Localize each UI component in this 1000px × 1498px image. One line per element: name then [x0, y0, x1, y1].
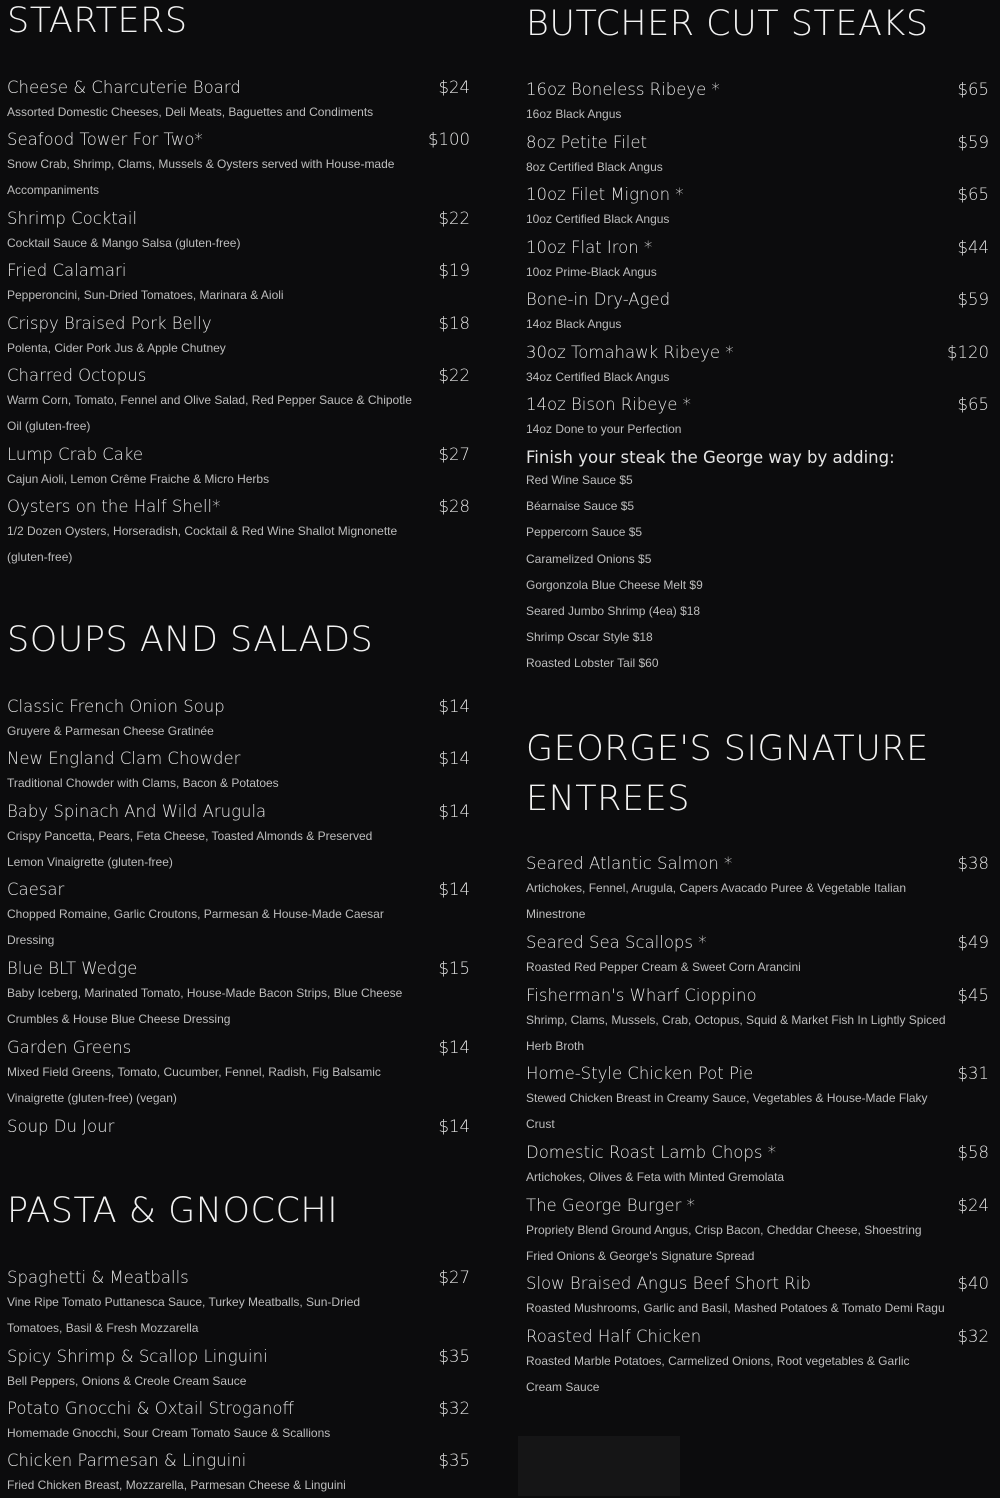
menu-item-price: $65 [957, 80, 989, 99]
menu-item [7, 128, 470, 203]
menu-item [526, 984, 989, 1059]
menu-item-row [526, 1062, 989, 1085]
menu-item-row [7, 259, 470, 282]
footer-shadow [518, 1436, 680, 1496]
menu-item-row [526, 1325, 989, 1348]
menu-item-description: Fried Chicken Breast, Mozzarella, Parmesan Cheese & Linguini [7, 1478, 346, 1492]
menu-item-description: Crispy Pancetta, Pears, Feta Cheese, Toasted Almonds & Preserved Lemon Vinaigrette (gluten-free) [7, 829, 373, 869]
addon-item: Gorgonzola Blue Cheese Melt $9 [526, 577, 703, 592]
menu-item-name: 10oz Filet Mignon * [526, 185, 684, 204]
menu-item [7, 1449, 470, 1498]
menu-item-row [7, 76, 470, 99]
menu-item-row [7, 695, 470, 718]
section-title: SOUPS AND SALADS [7, 620, 374, 660]
menu-item-row [526, 1272, 989, 1295]
menu-item-description: Artichokes, Fennel, Arugula, Capers Avacado Puree & Vegetable Italian Minestrone [526, 881, 907, 921]
addon-item: Peppercorn Sauce $5 [526, 525, 643, 540]
menu-item-description: 14oz Done to your Perfection [526, 422, 682, 436]
menu-item-name: Seared Atlantic Salmon * [526, 854, 733, 873]
menu-item-row [526, 341, 989, 364]
menu-item-description: Chopped Romaine, Garlic Croutons, Parmesan & House-Made Caesar Dressing [7, 907, 384, 947]
menu-item-description: Assorted Domestic Cheeses, Deli Meats, Baguettes and Condiments [7, 105, 374, 119]
menu-item-name: 16oz Boneless Ribeye * [526, 80, 720, 99]
menu-item-row [7, 957, 470, 980]
menu-item [7, 695, 470, 744]
menu-item-description: 34oz Certified Black Angus [526, 370, 670, 384]
menu-item-price: $24 [438, 78, 470, 97]
menu-item-description: Vine Ripe Tomato Puttanesca Sauce, Turkey Meatballs, Sun-Dried Tomatoes, Basil & Fresh Mozzarella [7, 1295, 361, 1335]
menu-item-description: Snow Crab, Shrimp, Clams, Mussels & Oysters served with House-made Accompaniments [7, 157, 395, 197]
menu-item-price: $22 [438, 366, 470, 385]
menu-item [7, 1036, 470, 1111]
menu-item [7, 1345, 470, 1394]
menu-item-name: Home-Style Chicken Pot Pie [526, 1064, 754, 1083]
menu-item-description: Gruyere & Parmesan Cheese Gratinée [7, 724, 214, 738]
menu-item [526, 341, 989, 390]
menu-item-description: 14oz Black Angus [526, 317, 622, 331]
menu-item-name: Fried Calamari [7, 261, 127, 280]
menu-item-name: Chicken Parmesan & Linguini [7, 1451, 247, 1470]
menu-item-price: $27 [438, 445, 470, 464]
menu-item-row [7, 128, 470, 151]
menu-item-price: $59 [957, 133, 989, 152]
menu-item [7, 443, 470, 492]
menu-item-row [7, 1266, 470, 1289]
addon-item: Shrimp Oscar Style $18 [526, 630, 653, 645]
menu-item-price: $14 [438, 749, 470, 768]
menu-item-description: Baby Iceberg, Marinated Tomato, House-Made Bacon Strips, Blue Cheese Crumbles & House Blue Cheese Dressing [7, 986, 403, 1026]
menu-item-name: Blue BLT Wedge [7, 959, 138, 978]
menu-item-description: Stewed Chicken Breast in Creamy Sauce, Vegetables & House-Made Flaky Crust [526, 1091, 928, 1131]
menu-item-name: Slow Braised Angus Beef Short Rib [526, 1274, 811, 1293]
menu-item-description: 8oz Certified Black Angus [526, 160, 663, 174]
menu-item-price: $59 [957, 290, 989, 309]
menu-item [7, 495, 470, 570]
menu-item [7, 364, 470, 439]
menu-item [526, 1194, 989, 1269]
menu-item-name: 30oz Tomahawk Ribeye * [526, 343, 734, 362]
menu-item-name: The George Burger * [526, 1196, 695, 1215]
menu-item-name: Spaghetti & Meatballs [7, 1268, 189, 1287]
menu-item-row [526, 183, 989, 206]
menu-item-row [7, 1115, 470, 1138]
menu-item-price: $22 [438, 209, 470, 228]
menu-item-row [526, 1141, 989, 1164]
addons-title: Finish your steak the George way by adding: [526, 448, 895, 467]
menu-item-row [526, 236, 989, 259]
menu-item-row [526, 852, 989, 875]
menu-item-name: Baby Spinach And Wild Arugula [7, 802, 267, 821]
menu-item-price: $31 [957, 1064, 989, 1083]
menu-item-name: Domestic Roast Lamb Chops * [526, 1143, 776, 1162]
addon-item: Red Wine Sauce $5 [526, 473, 633, 487]
menu-item-description: Roasted Marble Potatoes, Carmelized Onions, Root vegetables & Garlic Cream Sauce [526, 1354, 910, 1394]
menu-item [526, 393, 989, 442]
menu-item-price: $18 [438, 314, 470, 333]
menu-item-price: $14 [438, 1038, 470, 1057]
menu-item-price: $44 [957, 238, 989, 257]
menu-item-name: Soup Du Jour [7, 1117, 115, 1136]
menu-item [526, 183, 989, 232]
menu-item-price: $28 [438, 497, 470, 516]
menu-item-description: Bell Peppers, Onions & Creole Cream Sauce [7, 1374, 247, 1388]
menu-item-name: Garden Greens [7, 1038, 132, 1057]
section-title: GEORGE'S SIGNATURE ENTREES [526, 729, 929, 819]
menu-item-row [7, 878, 470, 901]
menu-item-name: Fisherman's Wharf Cioppino [526, 986, 757, 1005]
menu-item-row [7, 443, 470, 466]
menu-item-price: $32 [438, 1399, 470, 1418]
menu-item [7, 1266, 470, 1341]
menu-item-description: 16oz Black Angus [526, 107, 622, 121]
menu-item-description: Homemade Gnocchi, Sour Cream Tomato Sauce & Scallions [7, 1426, 331, 1440]
menu-item-price: $49 [957, 933, 989, 952]
menu-item [526, 1325, 989, 1400]
menu-item-description: Pepperoncini, Sun-Dried Tomatoes, Marinara & Aioli [7, 288, 284, 302]
menu-item-price: $14 [438, 1117, 470, 1136]
menu-item-row [7, 495, 470, 518]
menu-item-row [7, 800, 470, 823]
menu-item-price: $65 [957, 395, 989, 414]
menu-item-row [7, 312, 470, 335]
menu-item [7, 800, 470, 875]
menu-item-price: $35 [438, 1451, 470, 1470]
menu-item [526, 236, 989, 285]
menu-item [7, 259, 470, 308]
menu-item-price: $45 [957, 986, 989, 1005]
menu-item-name: 8oz Petite Filet [526, 133, 648, 152]
menu-item-name: Cheese & Charcuterie Board [7, 78, 241, 97]
menu-item-row [7, 1036, 470, 1059]
menu-item-description: Cajun Aioli, Lemon Crême Fraiche & Micro Herbs [7, 472, 270, 486]
menu-item-price: $65 [957, 185, 989, 204]
menu-item-name: Classic French Onion Soup [7, 697, 225, 716]
menu-item [526, 931, 989, 980]
menu-item-price: $14 [438, 880, 470, 899]
menu-item-name: Seared Sea Scallops * [526, 933, 707, 952]
menu-item-row [7, 364, 470, 387]
menu-item-name: Lump Crab Cake [7, 445, 144, 464]
section-title: BUTCHER CUT STEAKS [526, 4, 929, 44]
menu-item-description: Propriety Blend Ground Angus, Crisp Bacon, Cheddar Cheese, Shoestring Fried Onions & George's Signature Spread [526, 1223, 922, 1263]
menu-item-price: $27 [438, 1268, 470, 1287]
menu-item-price: $40 [957, 1274, 989, 1293]
menu-item-price: $24 [957, 1196, 989, 1215]
menu-item-price: $32 [957, 1327, 989, 1346]
addon-item: Béarnaise Sauce $5 [526, 499, 635, 514]
menu-item-price: $100 [428, 130, 470, 149]
menu-item-name: Charred Octopus [7, 366, 147, 385]
menu-item-name: 14oz Bison Ribeye * [526, 395, 691, 414]
menu-item-price: $19 [438, 261, 470, 280]
menu-item-description: Polenta, Cider Pork Jus & Apple Chutney [7, 341, 226, 355]
menu-item [526, 1141, 989, 1190]
menu-item-name: Potato Gnocchi & Oxtail Stroganoff [7, 1399, 294, 1418]
menu-item-name: Oysters on the Half Shell* [7, 497, 221, 516]
menu-item-description: Roasted Red Pepper Cream & Sweet Corn Arancini [526, 960, 801, 974]
addon-item: Roasted Lobster Tail $60 [526, 656, 659, 671]
menu-item-row [526, 131, 989, 154]
menu-item [7, 878, 470, 953]
menu-item [526, 1062, 989, 1137]
section-title: PASTA & GNOCCHI [7, 1191, 339, 1231]
menu-item-description: Traditional Chowder with Clams, Bacon & Potatoes [7, 776, 279, 790]
menu-item [7, 312, 470, 361]
menu-item-description: Cocktail Sauce & Mango Salsa (gluten-free) [7, 236, 241, 250]
menu-item-name: Bone-in Dry-Aged [526, 290, 671, 309]
menu-item-row [526, 393, 989, 416]
menu-item [7, 1115, 470, 1138]
menu-item-name: Shrimp Cocktail [7, 209, 138, 228]
menu-item [526, 852, 989, 927]
menu-item-row [7, 1449, 470, 1472]
addon-item: Seared Jumbo Shrimp (4ea) $18 [526, 604, 701, 619]
menu-item [7, 747, 470, 796]
menu-item-price: $58 [957, 1143, 989, 1162]
menu-item-name: Seafood Tower For Two* [7, 130, 203, 149]
menu-item-description: Warm Corn, Tomato, Fennel and Olive Salad, Red Pepper Sauce & Chipotle Oil (gluten-free) [7, 393, 412, 433]
menu-item-price: $35 [438, 1347, 470, 1366]
menu-item-row [526, 984, 989, 1007]
addon-item: Caramelized Onions $5 [526, 551, 652, 566]
menu-item [7, 1397, 470, 1446]
menu-item-row [7, 747, 470, 770]
menu-item-row [526, 1194, 989, 1217]
menu-item-price: $38 [957, 854, 989, 873]
menu-item [526, 131, 989, 180]
section-title: STARTERS [7, 1, 188, 41]
menu-item-row [7, 1397, 470, 1420]
menu-item-row [7, 207, 470, 230]
menu-item-row [526, 931, 989, 954]
menu-item-row [526, 288, 989, 311]
menu-item-price: $120 [947, 343, 989, 362]
menu-item-name: Roasted Half Chicken [526, 1327, 702, 1346]
menu-item-name: New England Clam Chowder [7, 749, 241, 768]
menu-item [526, 288, 989, 337]
menu-item-description: 10oz Prime-Black Angus [526, 265, 657, 279]
menu-item-name: Spicy Shrimp & Scallop Linguini [7, 1347, 268, 1366]
menu-item-name: 10oz Flat Iron * [526, 238, 653, 257]
menu-item-description: Mixed Field Greens, Tomato, Cucumber, Fennel, Radish, Fig Balsamic Vinaigrette (gluten-free) (vegan) [7, 1065, 381, 1105]
menu-item-price: $14 [438, 697, 470, 716]
menu-item [7, 957, 470, 1032]
menu-item-price: $14 [438, 802, 470, 821]
menu-item-description: 1/2 Dozen Oysters, Horseradish, Cocktail & Red Wine Shallot Mignonette (gluten-free) [7, 524, 398, 564]
menu-item [526, 78, 989, 127]
menu-item-description: Artichokes, Olives & Feta with Minted Gremolata [526, 1170, 785, 1184]
addons-list [526, 467, 703, 677]
menu-item-price: $15 [438, 959, 470, 978]
menu-item-name: Caesar [7, 880, 65, 899]
menu-item-row [526, 78, 989, 101]
menu-item-row [7, 1345, 470, 1368]
menu-item-description: 10oz Certified Black Angus [526, 212, 670, 226]
menu-item [7, 207, 470, 256]
menu-item-description: Shrimp, Clams, Mussels, Crab, Octopus, Squid & Market Fish In Lightly Spiced Herb Broth [526, 1013, 946, 1053]
menu-item-name: Crispy Braised Pork Belly [7, 314, 212, 333]
menu-item [7, 76, 470, 125]
menu-item-description: Roasted Mushrooms, Garlic and Basil, Mashed Potatoes & Tomato Demi Ragu [526, 1301, 945, 1315]
menu-item [526, 1272, 989, 1321]
